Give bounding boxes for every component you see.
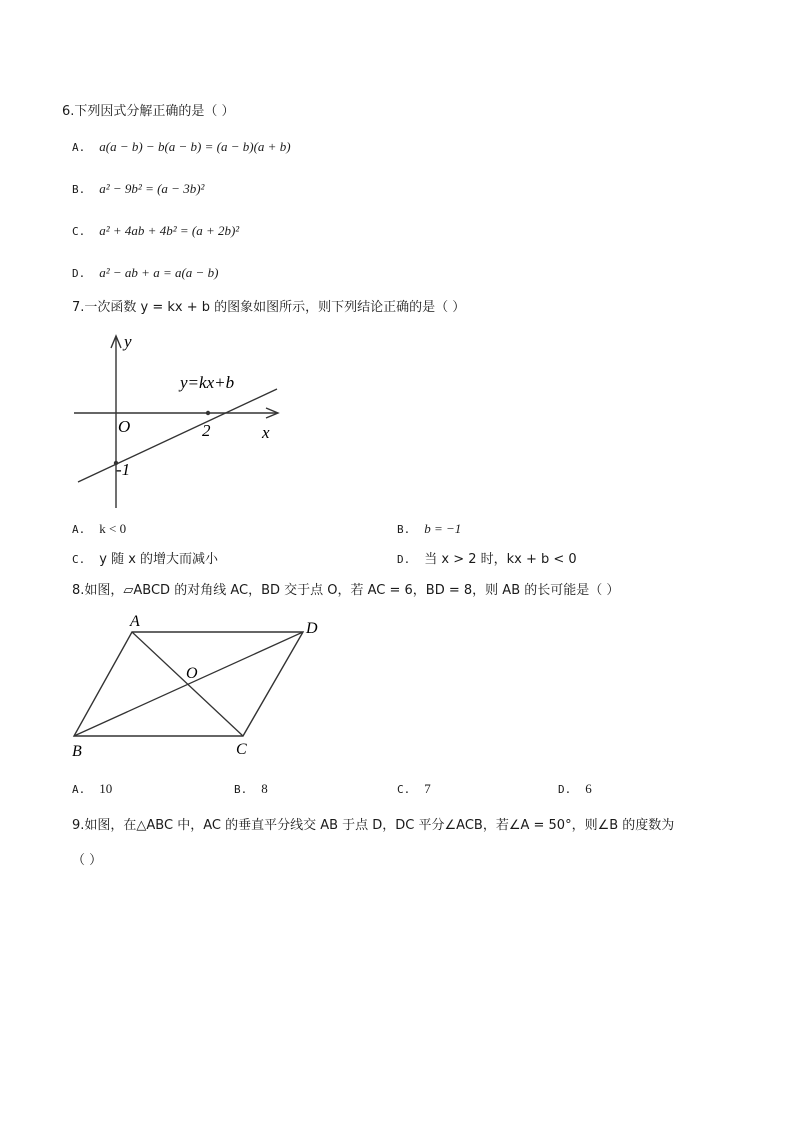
q9-stem-continuation: （ ） — [72, 853, 103, 868]
y-axis-label: y — [124, 332, 132, 351]
y-intercept-label: -1 — [116, 460, 131, 479]
q6-option-c — [72, 222, 239, 241]
option-label: C. — [397, 783, 411, 796]
option-expr: 6 — [585, 781, 592, 796]
option-label: D. — [72, 267, 86, 280]
q8-option-a — [72, 780, 112, 799]
q7-option-d — [397, 551, 577, 569]
option-label: D. — [558, 783, 572, 796]
option-expr: y 随 x 的增大而减小 — [99, 552, 219, 567]
q9-stem: 9.如图，在△ABC 中，AC 的垂直平分线交 AB 于点 D，DC 平分∠ACB，若∠A = 50°，则∠B 的度数为 — [72, 818, 675, 833]
option-expr: a(a − b) − b(a − b) = (a − b)(a + b) — [99, 139, 291, 154]
option-label: C. — [72, 225, 86, 238]
q8-stem: 8.如图，▱ABCD 的对角线 AC，BD 交于点 O，若 AC = 6，BD = 8，则 AB 的长可能是（ ） — [72, 583, 620, 598]
q7-option-a — [72, 520, 126, 539]
option-expr: 7 — [424, 781, 431, 796]
vertex-label-c: C — [236, 741, 247, 758]
q7-stem: 7.一次函数 y = kx + b 的图象如图所示，则下列结论正确的是（ ） — [72, 300, 466, 315]
option-expr: a² + 4ab + 4b² = (a + 2b)² — [99, 223, 240, 238]
x-intercept-point — [206, 411, 210, 415]
option-expr: a² − ab + a = a(a − b) — [99, 265, 219, 280]
vertex-label-d: D — [306, 620, 318, 637]
q8-option-b — [234, 780, 268, 799]
q6-stem: 6.下列因式分解正确的是（ ） — [62, 104, 235, 119]
option-label: A. — [72, 783, 86, 796]
option-expr: 当 x > 2 时，kx + b < 0 — [424, 552, 577, 567]
option-expr: b = −1 — [424, 521, 462, 536]
origin-label: O — [118, 417, 131, 436]
option-expr: a² − 9b² = (a − 3b)² — [99, 181, 205, 196]
option-label: A. — [72, 523, 86, 536]
q6-option-b — [72, 180, 204, 199]
option-label: C. — [72, 553, 86, 566]
option-label: B. — [72, 183, 86, 196]
q7-linear-function-graph — [72, 330, 287, 515]
option-label: B. — [397, 523, 411, 536]
x-axis-label: x — [262, 423, 270, 442]
option-expr: k < 0 — [99, 521, 127, 536]
center-label-o: O — [186, 665, 198, 682]
q8-option-c — [397, 780, 431, 799]
x-intercept-label: 2 — [202, 421, 211, 440]
q7-option-c — [72, 551, 218, 569]
option-label: A. — [72, 141, 86, 154]
option-label: D. — [397, 553, 411, 566]
q7-option-b — [397, 520, 461, 539]
diagonal-bd — [74, 632, 303, 736]
vertex-label-b: B — [72, 743, 82, 760]
option-expr: 10 — [99, 781, 113, 796]
q6-option-a — [72, 138, 291, 157]
option-label: B. — [234, 783, 248, 796]
line-label: y=kx+b — [180, 373, 235, 392]
function-line — [78, 389, 277, 482]
vertex-label-a: A — [130, 613, 140, 630]
q8-parallelogram-figure — [66, 608, 336, 768]
q8-option-d — [558, 780, 592, 799]
option-expr: 8 — [261, 781, 268, 796]
q6-option-d — [72, 264, 218, 283]
